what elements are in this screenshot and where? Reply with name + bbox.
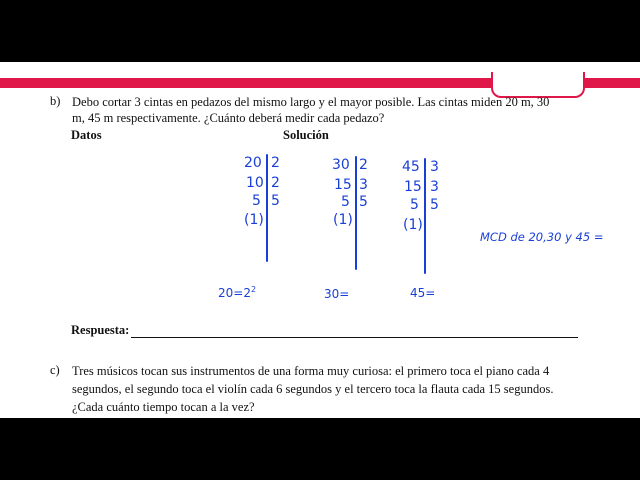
problem-b-line-1: Debo cortar 3 cintas en pedazos del mismo largo y el mayor posible. Las cintas miden 20 m, 30 <box>72 95 550 109</box>
problem-b-line-2: m, 45 m respectivamente. ¿Cuánto deberá medir cada pedazo? <box>72 111 385 125</box>
hw-30-row2: 15 <box>334 177 352 193</box>
problem-c-line-1: Tres músicos tocan sus instrumentos de una forma muy curiosa: el primero toca el piano cada 4 <box>72 364 550 378</box>
solucion-label: Solución <box>283 128 329 142</box>
hw-30-row1: 30 <box>332 157 350 173</box>
problem-c-line-3: ¿Cada cuánto tiempo tocan a la vez? <box>72 400 255 414</box>
worksheet-page <box>0 62 640 418</box>
top-letterbox <box>0 0 640 62</box>
hw-20-row1: 20 <box>244 155 262 171</box>
hw-45-div1: 3 <box>430 159 439 175</box>
result-30: 30= <box>324 287 350 301</box>
respuesta-label: Respuesta: <box>71 323 130 337</box>
bottom-letterbox <box>0 418 640 480</box>
mcd-note: MCD de 20,30 y 45 = <box>480 230 604 244</box>
datos-label: Datos <box>71 128 102 142</box>
answer-line[interactable] <box>131 337 578 338</box>
hw-20-div1: 2 <box>271 155 280 171</box>
hw-20-div3: 5 <box>271 193 280 209</box>
hw-30-div1: 2 <box>359 157 368 173</box>
division-line-20 <box>266 154 268 262</box>
hw-45-row2: 15 <box>404 179 422 195</box>
hw-20-row4: (1) <box>244 212 264 228</box>
hw-30-div2: 3 <box>359 177 368 193</box>
hw-30-row3: 5 <box>341 194 350 210</box>
hw-20-row3: 5 <box>252 193 261 209</box>
division-line-45 <box>424 158 426 274</box>
hw-20-row2: 10 <box>246 175 264 191</box>
hw-45-row3: 5 <box>410 197 419 213</box>
hw-30-row4: (1) <box>333 212 353 228</box>
hw-30-div3: 5 <box>359 194 368 210</box>
division-line-30 <box>355 156 357 270</box>
problem-b-letter: b) <box>50 94 61 108</box>
result-20: $20=2^2$ <box>218 285 257 300</box>
hw-45-div2: 3 <box>430 179 439 195</box>
hw-45-row1: 45 <box>402 159 420 175</box>
hw-20-div2: 2 <box>271 175 280 191</box>
result-45: 45= <box>410 286 436 300</box>
hw-45-div3: 5 <box>430 197 439 213</box>
hw-45-row4: (1) <box>403 217 423 233</box>
problem-c-letter: c) <box>50 363 60 377</box>
problem-c-line-2: segundos, el segundo toca el violín cada 6 segundos y el tercero toca la flauta cada 15 segundos. <box>72 382 554 396</box>
